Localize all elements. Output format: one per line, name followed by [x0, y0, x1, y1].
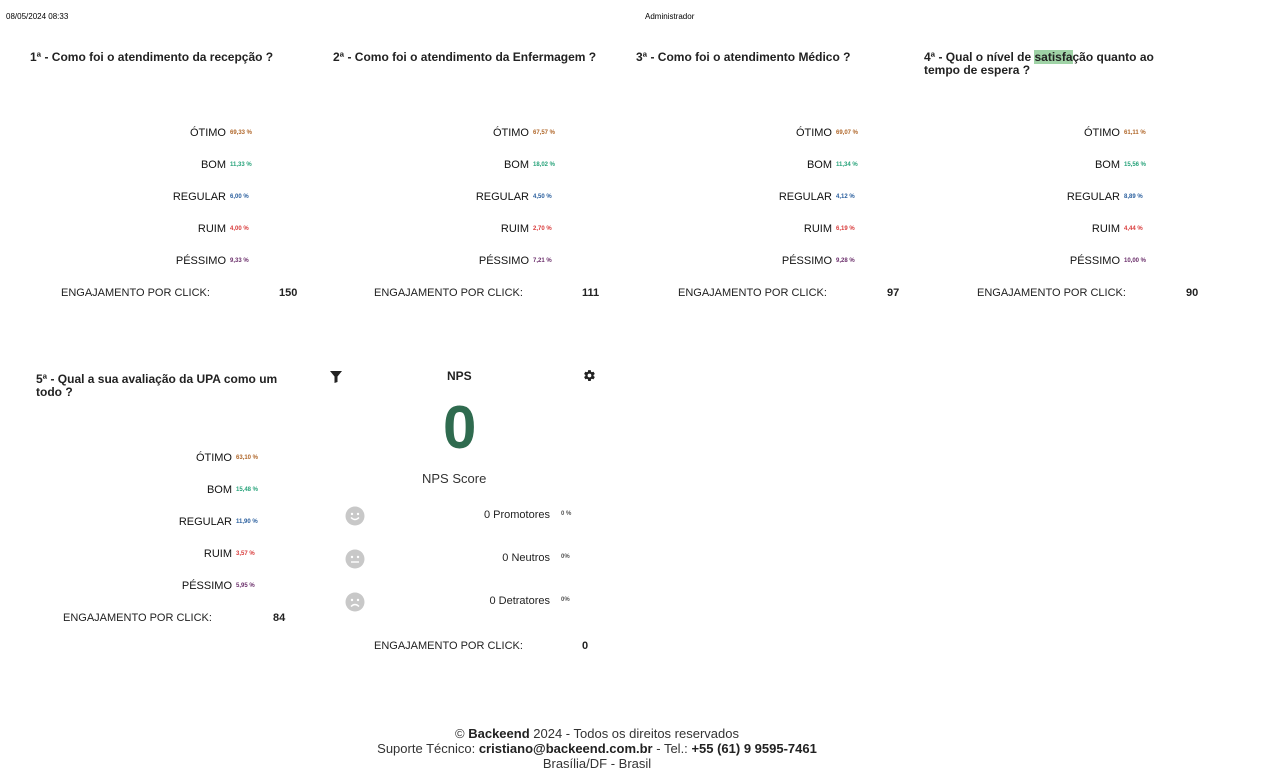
option-label: PÉSSIMO: [181, 580, 232, 592]
option-value: 9,33 %: [230, 258, 249, 264]
option-row-bom: [924, 158, 1194, 172]
option-value: 8,89 %: [1124, 194, 1143, 200]
option-row-otimo: [924, 126, 1194, 140]
support-phone: +55 (61) 9 9595-7461: [691, 741, 817, 756]
engagement-row: [374, 639, 674, 653]
engagement-row: [977, 286, 1277, 300]
option-row-ruim: [924, 222, 1194, 236]
support-label: Suporte Técnico:: [377, 741, 476, 756]
option-label: PÉSSIMO: [781, 255, 832, 267]
gear-icon[interactable]: [583, 369, 596, 382]
option-label: REGULAR: [475, 191, 529, 203]
option-value: 11,34 %: [836, 162, 858, 168]
option-label: PÉSSIMO: [478, 255, 529, 267]
brand-name: Backeend: [468, 726, 530, 741]
question-title: 2ª - Como foi o atendimento da Enfermagem ?: [333, 50, 597, 64]
option-row-bom: [36, 483, 306, 497]
option-label: RUIM: [203, 548, 232, 560]
nps-row-neutrals: [325, 549, 625, 573]
phone-label: - Tel.:: [656, 741, 688, 756]
option-row-regular: [36, 515, 306, 529]
engagement-row: [63, 611, 363, 625]
option-value: 4,00 %: [230, 226, 249, 232]
question-card-2: [333, 51, 603, 341]
copyright-text: 2024 - Todos os direitos reservados: [533, 726, 739, 741]
option-value: 18,02 %: [533, 162, 556, 168]
option-row-pessimo: [36, 579, 306, 593]
option-label: REGULAR: [178, 516, 232, 528]
engagement-label: ENGAJAMENTO POR CLICK:: [977, 287, 1126, 299]
question-title-part: 4ª - Qual o nível de: [924, 50, 1035, 64]
option-value: 15,56 %: [1124, 162, 1147, 168]
option-label: BOM: [200, 159, 226, 171]
option-value: 11,33 %: [230, 162, 252, 168]
option-label: RUIM: [1091, 223, 1120, 235]
option-label: PÉSSIMO: [1069, 255, 1120, 267]
engagement-value: 150: [279, 287, 298, 299]
option-row-otimo: [333, 126, 603, 140]
option-label: RUIM: [197, 223, 226, 235]
engagement-row: [61, 286, 361, 300]
option-value: 2,70 %: [533, 226, 552, 232]
user-name: Administrador: [645, 12, 695, 21]
option-label: ÓTIMO: [195, 452, 232, 464]
smile-icon: [345, 506, 365, 526]
option-value: 69,33 %: [230, 130, 253, 136]
engagement-value: 97: [887, 287, 900, 299]
nps-value: 0: [443, 394, 477, 461]
option-value: 4,12 %: [836, 194, 855, 200]
option-label: BOM: [1094, 159, 1120, 171]
support-line: [0, 741, 1194, 756]
option-row-pessimo: [333, 254, 603, 268]
engagement-label: ENGAJAMENTO POR CLICK:: [374, 287, 523, 299]
option-label: REGULAR: [1066, 191, 1120, 203]
option-label: BOM: [806, 159, 832, 171]
question-title: 5ª - Qual a sua avaliação da UPA como um todo ?: [36, 372, 278, 399]
engagement-value: 111: [582, 287, 600, 299]
filter-icon[interactable]: [330, 370, 342, 382]
footer: [0, 726, 1194, 771]
neutral-face-icon: [345, 549, 365, 569]
question-title-part: ção quanto ao tempo de espera ?: [924, 50, 1154, 77]
detractors-label: 0 Detratores: [489, 595, 550, 607]
option-row-ruim: [333, 222, 603, 236]
engagement-label: ENGAJAMENTO POR CLICK:: [374, 640, 523, 652]
option-value: 69,07 %: [836, 130, 859, 136]
nps-row-detractors: [325, 592, 625, 616]
support-email[interactable]: cristiano@backeend.com.br: [478, 741, 653, 756]
engagement-value: 0: [582, 640, 589, 652]
question-card-3: [636, 51, 906, 341]
question-title: 1ª - Como foi o atendimento da recepção ?: [30, 50, 274, 64]
option-value: 11,90 %: [236, 519, 258, 525]
option-row-ruim: [30, 222, 300, 236]
option-row-regular: [636, 190, 906, 204]
option-label: RUIM: [803, 223, 832, 235]
option-value: 3,57 %: [236, 551, 255, 557]
top-bar: [0, 12, 1194, 24]
option-value: 63,10 %: [236, 455, 259, 461]
engagement-value: 90: [1186, 287, 1199, 299]
option-label: ÓTIMO: [492, 127, 529, 139]
detractors-pct: 0%: [561, 597, 570, 603]
copyright-line: [0, 726, 1194, 741]
location-line: Brasília/DF - Brasil: [542, 756, 652, 771]
option-value: 67,57 %: [533, 130, 556, 136]
option-label: PÉSSIMO: [175, 255, 226, 267]
option-value: 9,28 %: [836, 258, 855, 264]
engagement-label: ENGAJAMENTO POR CLICK:: [61, 287, 210, 299]
question-card-4: [924, 50, 1199, 341]
neutrals-pct: 0%: [561, 554, 570, 560]
question-card-1: [30, 51, 300, 341]
neutrals-label: 0 Neutros: [502, 552, 550, 564]
option-value: 10,00 %: [1124, 258, 1147, 264]
option-label: ÓTIMO: [189, 127, 226, 139]
engagement-value: 84: [273, 612, 286, 624]
option-row-ruim: [636, 222, 906, 236]
option-row-otimo: [36, 451, 306, 465]
option-label: REGULAR: [172, 191, 226, 203]
option-value: 15,48 %: [236, 487, 259, 493]
option-value: 6,19 %: [836, 226, 855, 232]
promoters-pct: 0 %: [561, 511, 572, 517]
engagement-row: [374, 286, 674, 300]
option-row-bom: [636, 158, 906, 172]
question-card-5: [36, 373, 306, 643]
option-label: BOM: [503, 159, 529, 171]
frown-icon: [345, 592, 365, 612]
option-value: 61,11 %: [1124, 130, 1146, 136]
option-row-ruim: [36, 547, 306, 561]
option-label: BOM: [206, 484, 232, 496]
option-label: ÓTIMO: [1083, 127, 1120, 139]
option-value: 4,50 %: [533, 194, 552, 200]
copyright-symbol: ©: [455, 726, 465, 741]
option-label: REGULAR: [778, 191, 832, 203]
option-row-otimo: [636, 126, 906, 140]
option-row-bom: [333, 158, 603, 172]
option-label: ÓTIMO: [795, 127, 832, 139]
question-title: 3ª - Como foi o atendimento Médico ?: [636, 50, 851, 64]
option-value: 4,44 %: [1124, 226, 1143, 232]
option-row-regular: [30, 190, 300, 204]
nps-title: NPS: [447, 369, 472, 383]
option-row-otimo: [30, 126, 300, 140]
nps-panel: [325, 365, 625, 665]
promoters-label: 0 Promotores: [483, 509, 550, 521]
option-row-regular: [924, 190, 1194, 204]
option-row-pessimo: [924, 254, 1194, 268]
option-row-regular: [333, 190, 603, 204]
option-label: RUIM: [500, 223, 529, 235]
nps-row-promoters: [325, 506, 625, 530]
option-value: 6,00 %: [230, 194, 249, 200]
datetime: 08/05/2024 08:33: [6, 12, 69, 21]
option-value: 7,21 %: [533, 258, 552, 264]
nps-score-label: NPS Score: [422, 471, 487, 486]
engagement-label: ENGAJAMENTO POR CLICK:: [678, 287, 827, 299]
option-row-bom: [30, 158, 300, 172]
engagement-label: ENGAJAMENTO POR CLICK:: [63, 612, 212, 624]
search-highlight: satisfa: [1034, 50, 1073, 64]
option-value: 5,95 %: [236, 583, 255, 589]
question-title: [924, 51, 1189, 77]
option-row-pessimo: [30, 254, 300, 268]
option-row-pessimo: [636, 254, 906, 268]
